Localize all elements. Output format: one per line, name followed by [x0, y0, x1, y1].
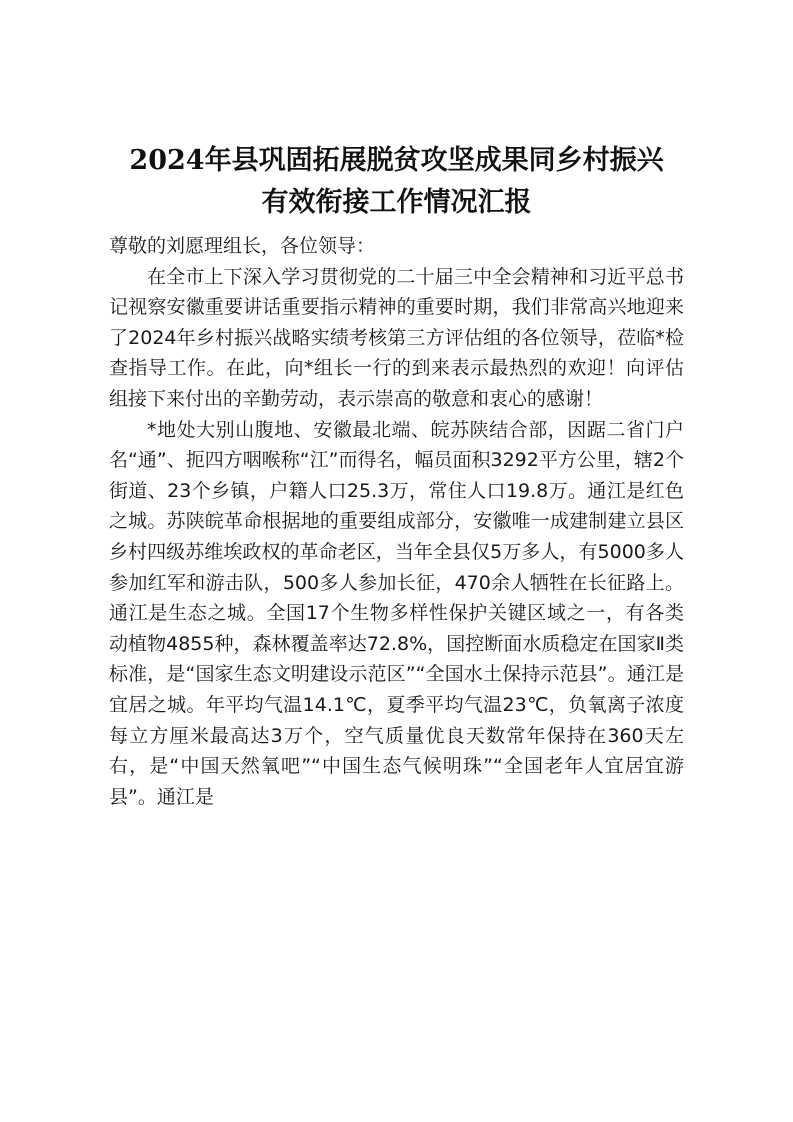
salutation: 尊敬的刘愿理组长，各位领导： — [109, 235, 376, 257]
paragraph-1: 在全市上下深入学习贯彻党的二十届三中全会精神和习近平总书记视察安徽重要讲话重要指示精神的重要时期，我们非常高兴地迎来了2024年乡村振兴战略实绩考核第三方评估组的各位领导，莅临*检查指导工作。在此，向*组长一行的到来表示最热烈的欢迎！向评估组接下来付出的辛勤劳动，表示崇高的敬意和衷心的感谢！ — [109, 265, 684, 410]
document-title — [100, 140, 693, 224]
paragraph-2: *地处大别山腹地、安徽最北端、皖苏陕结合部，因踞二省门户名“通”、扼四方咽喉称“江”而得名，幅员面积3292平方公里，辖2个街道、23个乡镇，户籍人口25.3万，常住人口19.8万。通江是红色之城。苏陕皖革命根据地的重要组成部分，安徽唯一成建制建立县区乡村四级苏维埃政权的革命老区，当年全县仅5万多人，有5000多人参加红军和游击队，500多人参加长征，470余人牺牲在长征路上。通江是生态之城。全国17个生物多样性保护关键区域之一，有各类动植物4855种，森林覆盖率达72.8%，国控断面水质稳定在国家Ⅱ类标准，是“国家生态文明建设示范区”“全国水土保持示范县”。通江是宜居之城。年平均气温14.1℃，夏季平均气温23℃，负氧离子浓度每立方厘米最高达3万个，空气质量优良天数常年保持在360天左右，是“中国天然氧吧”“中国生态气候明珠”“全国老年人宜居宜游县”。通江是 — [109, 418, 684, 808]
document-body — [109, 231, 684, 812]
title-line-1: 2024年县巩固拓展脱贫攻坚成果同乡村振兴 — [129, 145, 664, 176]
title-line-2: 有效衔接工作情况汇报 — [261, 187, 532, 218]
